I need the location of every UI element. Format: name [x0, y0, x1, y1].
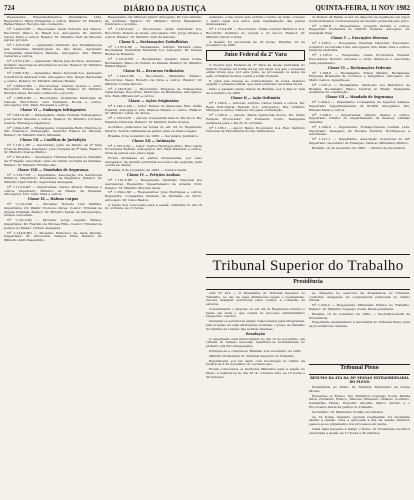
- paragraph: Nº 1.170-4-PE — Recorrente: Usina Central Barreiros S.A. Recorrido: Instituto do Açúcar e do Álcool. Relator: Sr. Ministro Oscar Corrêa.: [206, 27, 305, 39]
- class-heading: Classe II — Ação Ordinária: [230, 96, 281, 101]
- paragraph: Nº 1.204-2 — Impetrante: Companhia de Seguros Aliança. Impetrado: Superintendente da SUSEP. Advogados: Drs. Rubens Mello e outros.: [309, 100, 410, 112]
- paragraph: Nada mais havendo a tratar, o Exmo. Sr. Presidente declarou encerrada a sessão às 17 horas e 45 minutos.: [309, 426, 410, 435]
- paragraph: Presidência do Exmo. Sr. Ministro Raymundo de Souza Moura.: [309, 385, 410, 393]
- paragraph: Nº 1.112-0-DF — Impetrantes: Carlos Alberto Menezes e outros. Impetrado: Ministro de Estado da Fazenda. Advogados: Drs. Célio Silva e outros.: [4, 184, 102, 197]
- paragraph: Nº 1.150-0-DF — Autora: Companhia Vale do Rio Doce. Ré: Fazenda Nacional. Relator: Sr. Ministro Pedro Soares.: [105, 116, 202, 124]
- class-heading: Classe VI — Reclamações Federais: [327, 65, 392, 70]
- column-1: [4, 16, 102, 498]
- presidencia-heading: Presidência: [206, 279, 410, 290]
- paragraph: O Doutor Juiz Federal da 2ª Vara da Seção Judiciária do Distrito Federal, na forma da lei, faz saber aos que o presente edital virem que, por este Juízo, se processam os autos da ação ordinária movida contra a União Federal.: [206, 62, 305, 78]
- class-heading: Classe — Ações Originárias: [128, 98, 179, 103]
- paragraph: A Sessão foi encerrada às 18 horas. Brasília, 10 de novembro de 1982.: [206, 39, 305, 48]
- section-box-heading: Juízo Federal da 2ª Vara: [206, 50, 305, 61]
- paragraph: Requerente: Dr. Marcelo Júnior. Advogado: Dr. Luiz Antônio de Andrade. Relator: Sr. Ministro Clóvis Ramalhete. Publicado o acórdão.: [105, 16, 202, 27]
- paragraph: Nº 1.070-0-SP — Agravante: Sindicato dos Trabalhadores nas Indústrias Metalúrgicas de São Paulo. Agravada: Companhia Siderúrgica Paulista. Advogados: Drs. Walter Ceneviva e outros.: [4, 43, 102, 59]
- paragraph: Nº 1.124-8-MG — Paciente: Francisco de Assis Pereira. Impetrante: Dr. Ariosvaldo Campos Pires. Relator: Sr. Ministro Aldir Passarinho.: [4, 230, 102, 242]
- column-3-lower: [206, 292, 305, 498]
- class-heading: Classe V — Execuções Diversas: [330, 35, 389, 40]
- newspaper-title: DIÁRIO DA JUSTIÇA: [123, 3, 207, 13]
- paragraph: Requerente: Empreendimentos Imobiliários Ltda. Requeridos: Vânia Fernandes e outros. Relator: Sr. Ministro Rafael Mayer. Recurso não conhecido.: [4, 16, 102, 27]
- issue-date: QUINTA-FEIRA, 11 NOV 1982: [315, 4, 410, 12]
- paragraph: Nº 1.180-6 — Autores: Antônio Carlos Vieira e outros. Ré: Rede Ferroviária Federal S.A. Advogados: Drs. Gilberto Marques e outros. Vista ao réu para contestação.: [206, 101, 305, 113]
- paragraph: Nº 1.140-5-RS — Recorrente: Ministério Público. Recorridos: Paulo Roberto da Silva e outros. Relator: Sr. Ministro Cunha Peixoto.: [105, 74, 202, 86]
- paragraph: Nº 1.211-1 — Impetrante: Associação Comercial do DF. Impetrado: Secretário de Finanças. Vista ao Ministério Público.: [309, 137, 410, 145]
- paragraph: Ficam intimadas as partes interessadas, por seus advogados, da decisão proferida nos autos em epígrafe, para os fins de direito.: [105, 155, 202, 168]
- paragraph: Nº 1.142-8-SC — Recorrente: Empresa de Transportes Catarinense. Recorrido: Município de Blumenau. Advogados: Drs. Hélio Bittencourt e outros.: [105, 86, 202, 98]
- paragraph: Brasília, 9 de novembro de 1982. — Diretor-Geral.: [108, 168, 188, 173]
- class-heading: Classe X — Reclamações Trabalhistas: [118, 39, 189, 44]
- paragraph: Nº 1.101-1-DF — Suscitante: Juízo de Direito da 2ª Vara Cível de Brasília. Suscitado: Juízo Federal da 3ª Vara. Relator: Sr. Ministro Soares Muñoz.: [4, 142, 102, 155]
- paragraph: Ministro Presidente do Tribunal Superior do Trabalho.: [209, 353, 295, 358]
- paragraph: Considerando o disposto no art. 42 do Regimento Interno e tendo em vista o que consta do processo administrativo respectivo, resolve:: [206, 306, 305, 319]
- paragraph: Nº 1.130-3-GO — Recorrente: Goiás Industrial S.A. Recorrido: Estado de Goiás. Advogados: Drs. Jorge Ulisses e outros. Relator: Sr. Ministro Néri da Silveira.: [105, 27, 202, 39]
- class-heading: Classe VI — Embargos Infringentes: [20, 108, 86, 113]
- paragraph: Nº 1.161-9-DF — Requerente: Sindicato Nacional dos Aeronautas. Requerido: Departamento de Aviação Civil. Relator: Sr. Ministro Moreira Alves.: [105, 178, 202, 190]
- class-heading: Classe VIII — Mandados de Segurança: [17, 167, 89, 172]
- paragraph: Nº 1.198-6 — Reclamante: Edson Batista. Reclamada: Empresa Brasileira de Correios e Telégrafos. Advogado: Dr. Mário Lemos. Aguarde-se.: [309, 70, 410, 82]
- paragraph: Nº 1.088-9-RS — Recorrente: Prefeitura Municipal de Canoas. Recorridos: Luiz Fernando Rocha e outros. Advogados: Drs. Paulo Brossard e outros.: [4, 95, 102, 108]
- paragraph: Brasília, 8 de novembro de 1982. — Secretário Judiciário.: [108, 133, 199, 138]
- paragraph: Nº 1.121-5-RJ — Paciente: Jorge Augusto Ramos. Impetrante: Dr. Evaristo de Moraes Filho. Coator: Tribunal de Justiça do Estado. Ordem denegada.: [4, 218, 102, 230]
- paragraph: Nº 1.209-8 — Impetrante: Transportadora Central Ltda. Impetrado: Delegado da Receita Federal. Notifique-se a autoridade.: [309, 124, 410, 137]
- class-heading: Classe XI — Recursos Ordinários: [123, 69, 184, 74]
- column-4-lower: [309, 292, 410, 362]
- class-heading: Classe IX — Habeas Corpus: [27, 197, 79, 202]
- page-header: [4, 2, 410, 15]
- class-heading: Resolução: [246, 331, 265, 336]
- column-4-upper: [309, 16, 410, 252]
- paragraph: Nº 1.182-9 — Autora: Maria Aparecida Souza. Ré: União Federal. Procurador: Dr. Fernando Couto. Designada audiência para o dia 25 do corrente.: [206, 113, 305, 125]
- paragraph: Nº 1.080-3-RJ — Agravante: Banco Nacional S.A. Agravada: Construtora Andrade Ltda. Advogados: Drs. Sérgio Bermudes e outros. Relator: Sr. Ministro Alfredo Buzaid.: [4, 71, 102, 83]
- paragraph: Nº 1.193-0 — Exequente: Fazenda Nacional. Executado: Comércio de Cereais Ltda. Advogados: Drs. Paulo Lins e outros. Penhora efetivada.: [309, 41, 410, 53]
- paragraph: Designar os servidores abaixo relacionados para integrarem, sem prejuízo de suas atribuições normais, o grupo de trabalho incumbido da revisão das normas internas.: [206, 319, 305, 331]
- paragraph: Nº 1.119-2-SP — Paciente: Roberto Luiz Martins. Impetrante: Dr. Waldir Troncoso Peres. Coator: Tribunal de Alçada Criminal. Relator: Sr. Ministro Xavier de Albuquerque. Ordem concedida.: [4, 202, 102, 218]
- paragraph: Nº 1.084-6-MG — Recorrentes: Antônio Gomes e outro. Recorrido: Estado de Minas Gerais. Relator: Sr. Ministro Moreira Alves. Recurso conhecido e provido.: [4, 83, 102, 95]
- column-2: [105, 16, 202, 498]
- paragraph: Nº 1.190-8 — Requerentes: Joaquim Pereira e outros. Requerida: Prefeitura do Distrito Federal. Advogado: Dr. Sebastião Reis.: [309, 23, 410, 35]
- paragraph: Nº 1.201-0 — Reclamante: Sindicato dos Bancários de Brasília. Reclamado: Banco Central do Brasil. Designada audiência de conciliação.: [309, 82, 410, 95]
- page-number: 724: [4, 4, 15, 12]
- paragraph: Assinado, e não tendo sido exibido o termo de vista, concedo o prazo legal nos autos para manifestação das partes interessadas.: [206, 16, 305, 27]
- paragraph: Nº 1.103-4-BA — Suscitante: Tribunal Regional do Trabalho da 5ª Região. Suscitado: Juízo de Direito de Feira de Santana. Relator: Sr. Ministro Firmino Paz.: [4, 155, 102, 167]
- paragraph: Republicado por ter saído com incorreção no Diário da Justiça de 3 de novembro do corrente ano.: [206, 358, 305, 367]
- class-heading: Classe XII — Intimação: [132, 138, 175, 143]
- paragraph: Nº 1.072-2-SP — Agravante: Maria José da Silva. Agravado: Instituto Nacional de Previdência Social. Relator: Sr. Ministro Oscar Corrêa.: [4, 59, 102, 71]
- paragraph: ATO Nº 412 — O Presidente do Tribunal Superior do Trabalho, no uso de suas atribuições legais e regimentais, resolve designar servidores para compor a comissão de estudos.: [206, 292, 305, 306]
- paragraph: Nº 1.062-0-PR — Recorrente: Sueli Ferreira dos Santos. Recorrido: Banco do Brasil S.A. Advogados: Dr. Antônio Carlos Pinto e outros. Relator: Sr. Ministro Neri da Silveira. Agravo provido.: [4, 27, 102, 43]
- paragraph: Nº 1.094-2-PE — Embargante: Companhia Hidro Elétrica do São Francisco. Embargado: Severino Ramos de Oliveira. Relator: Sr. Ministro Décio Miranda.: [4, 125, 102, 137]
- paragraph: Nº 1.164-1-SP — Requerentes: José Rodrigues e outros. Requerida: Companhia Paulista de Estradas de Ferro. Advogado: Dr. Celso Bastos.: [105, 190, 202, 202]
- class-heading: RESUMO DA ATA DA 38ª SESSÃO EXTRAORDINÁRIA DO PLENO: [310, 376, 409, 385]
- paragraph: ao dirigente no exercício da Presidência do Tribunal, conforme delegação de competência publicada no Diário Oficial.: [309, 292, 410, 303]
- paragraph: Nº 1.133-6-SP — Reclamante: Antônio Ferreira Lima. Reclamada: Indústrias Reunidas S.A. Advogado: Dr. Ulisses Riedel de Resende.: [105, 44, 202, 56]
- tribunal-pleno-heading: Tribunal Pleno: [309, 364, 410, 375]
- class-heading: Classe IV — Petições Avulsas: [126, 173, 181, 178]
- paragraph: Expediente encaminhado à Secretaria do Tribunal Pleno para as providências cabíveis.: [309, 320, 410, 329]
- paragraph: Nº 1.146-1-AM — Autor: Estado do Amazonas. Réu: União Federal. Advogados: Drs. Manoel Ribeiro e outros. Relator: Sr. Ministro Leitão de Abreu.: [105, 104, 202, 116]
- paragraph: E, para que chegue ao conhecimento de todos, mandou expedir o presente edital, que será publicado na forma da lei.: [206, 78, 305, 87]
- paragraph: Nº 1.110-7-DF — Impetrante: Associação dos Servidores Públicos. Impetrado: Presidente da República. Relator: Sr. Ministro Djaci Falcão. Segurança denegada.: [4, 172, 102, 184]
- paragraph: Brasília, 10 de novembro de 1982. — Diretor de Secretaria.: [312, 145, 406, 150]
- column-3-upper: [206, 16, 305, 252]
- paragraph: Nº 1.220-2 — Requerente: Ministério Público do Trabalho. Relator: Sr. Ministro Coqueijo Costa. Pauta publicada.: [309, 303, 410, 311]
- paragraph: Presentes os Exmos. Srs. Ministros Coqueijo Costa, Barata Silva, Fernando Franco, Marcelo Pimentel, Orlando Coutinho, Guimarães Falcão, Expedito Amorim, Marco Aurélio e o Procurador-Geral da Justiça do Trabalho.: [309, 393, 410, 409]
- paragraph: Às 14 horas, havendo quorum regimental, foi declarada aberta a sessão. Lida e aprovada a ata da sessão anterior, passou-se ao julgamento dos processos em pauta.: [309, 414, 410, 426]
- paragraph: do Estado da Bahia; a teor do disposto na legislação em vigor, ficam intimados os interessados da decisão proferida pelo Juízo.: [309, 16, 410, 23]
- class-heading: Classe VII — Conflitos de Jurisdição: [19, 137, 87, 142]
- paragraph: Nº 1.195-3 — Exequente: Caixa Econômica Federal. Executados: Roberto Antunes e outra. Intime-se o executado para pagamento.: [309, 53, 410, 65]
- paragraph: Nº 1.206-5 — Impetrantes: Alberto Santos e outros. Impetrado: Diretor do Departamento de Pessoal. Liminar deferida.: [309, 112, 410, 124]
- paragraph: Ficam convocados os Senhores Ministros para a sessão do Pleno, a realizar-se no dia 18 do corrente mês, às 13 horas e 30 minutos.: [206, 367, 305, 379]
- paragraph: Nº 1.185-1 — Autor: Banco Econômico S.A. Réu: Instituto Nacional de Previdência Social. Intimem-se.: [206, 125, 305, 134]
- tst-section-banner: Tribunal Superior do Trabalho: [206, 254, 410, 278]
- paragraph: Publique-se e cumpra-se. Brasília, 9 de novembro de 1982.: [209, 348, 302, 353]
- paragraph: O expediente será interrompido no dia 15 de novembro, em virtude do feriado nacional, reabrindo-se normalmente no primeiro dia útil subsequente.: [206, 336, 305, 348]
- paragraph: Nº 1.091-0-SP — Embargante: União Federal. Embargados: José Carlos Teixeira e outros. Relator: Sr. Ministro Cordeiro Guerra. Embargos rejeitados.: [4, 113, 102, 125]
- column-4-bottom: [309, 376, 410, 498]
- paragraph: Brasília, 10 de novembro de 1982. — Secretário-Geral da Presidência.: [309, 311, 410, 320]
- paragraph: Nº 1.155-2-RJ — Autor: Carlos Henrique Pinto. Réu: Caixa Econômica Federal. Advogados: Drs. Raul Machado e outros. Vista às partes pelo prazo legal.: [105, 143, 202, 155]
- class-heading: Classe VII — Mandado de Segurança: [325, 95, 394, 100]
- paragraph: Dado e passado nesta cidade de Brasília, aos 5 dias do mês de novembro de 1982.: [206, 87, 305, 96]
- paragraph: Secretário: Dr. Raimundo Nonato de Oliveira.: [312, 409, 384, 414]
- paragraph: Nº 1.135-9-PR — Reclamante: Geraldo Alves Costa. Reclamado: Banco do Estado do Paraná. Relator: Sr. Ministro Rafael Mayer.: [105, 56, 202, 69]
- paragraph: A Seção fica convocada para a sessão ordinária do dia 16 do corrente, às 13 horas.: [105, 202, 202, 211]
- paragraph: Acórdãos publicados na forma do art. 93 do Regimento Interno, ficando intimadas as partes para os efeitos legais.: [105, 124, 202, 133]
